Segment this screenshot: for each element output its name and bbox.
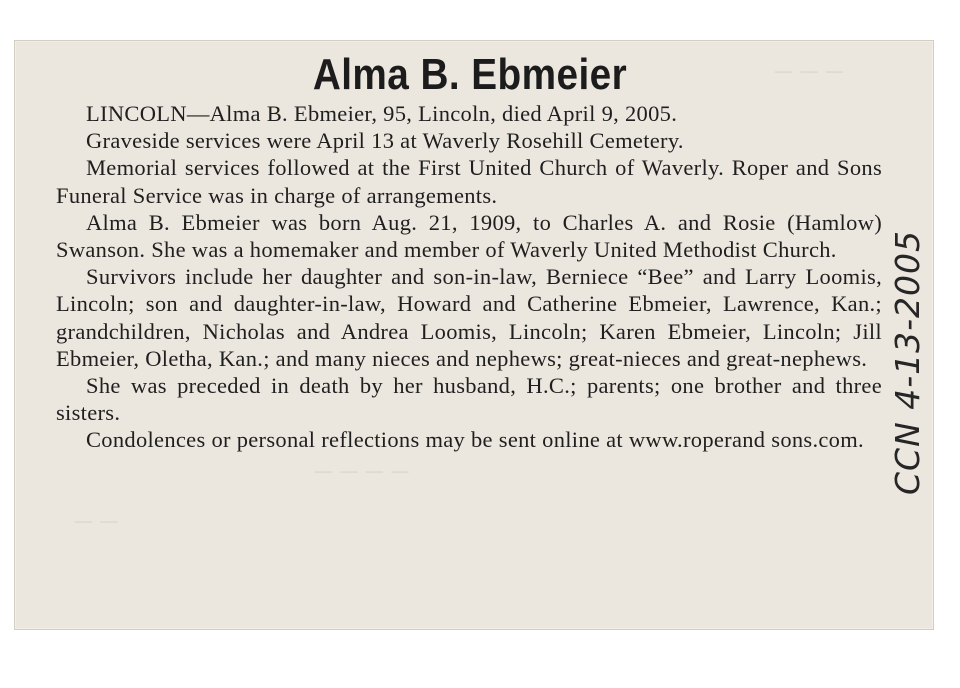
obituary-body: [56, 100, 882, 454]
handwritten-date-note: CCN 4-13-2005: [888, 229, 927, 495]
obituary-paragraph: Graveside services were April 13 at Waverly Rosehill Cemetery.: [86, 128, 684, 154]
obituary-paragraph: Memorial services followed at the First United Church of Waverly. Roper and Sons Funeral Service was in charge of arrangements.: [56, 155, 882, 208]
obituary-title: Alma B. Ebmeier: [312, 50, 628, 99]
obituary-paragraph: Alma B. Ebmeier was born Aug. 21, 1909, to Charles A. and Rosie (Hamlow) Swanson. She was a homemaker and member of Waverly United Methodist Church.: [56, 209, 882, 263]
bleed-through-mark: — —: [75, 511, 118, 530]
bleed-through-mark: — — — —: [315, 461, 409, 480]
obituary-paragraph: Condolences or personal reflections may be sent online at www.roperand sons.com.: [86, 427, 864, 453]
obituary-paragraph: Survivors include her daughter and son-in-law, Berniece “Bee” and Larry Loomis, Lincoln; son and daughter-in-law, Howard and Catherine Ebmeier, Lawrence, Kan.; grandchildren, Nicholas and Andrea Loomis, Lincoln; Karen Ebmeier, Lincoln; Jill Ebmeier, Oletha, Kan.; and many nieces and nephews; great-nieces and great-nephews.: [56, 264, 882, 371]
obituary-paragraph: She was preceded in death by her husband, H.C.; parents; one brother and three sisters.: [56, 373, 882, 426]
obituary-paragraph: LINCOLN—Alma B. Ebmeier, 95, Lincoln, died April 9, 2005.: [86, 101, 678, 126]
bleed-through-mark: — — —: [775, 61, 843, 80]
